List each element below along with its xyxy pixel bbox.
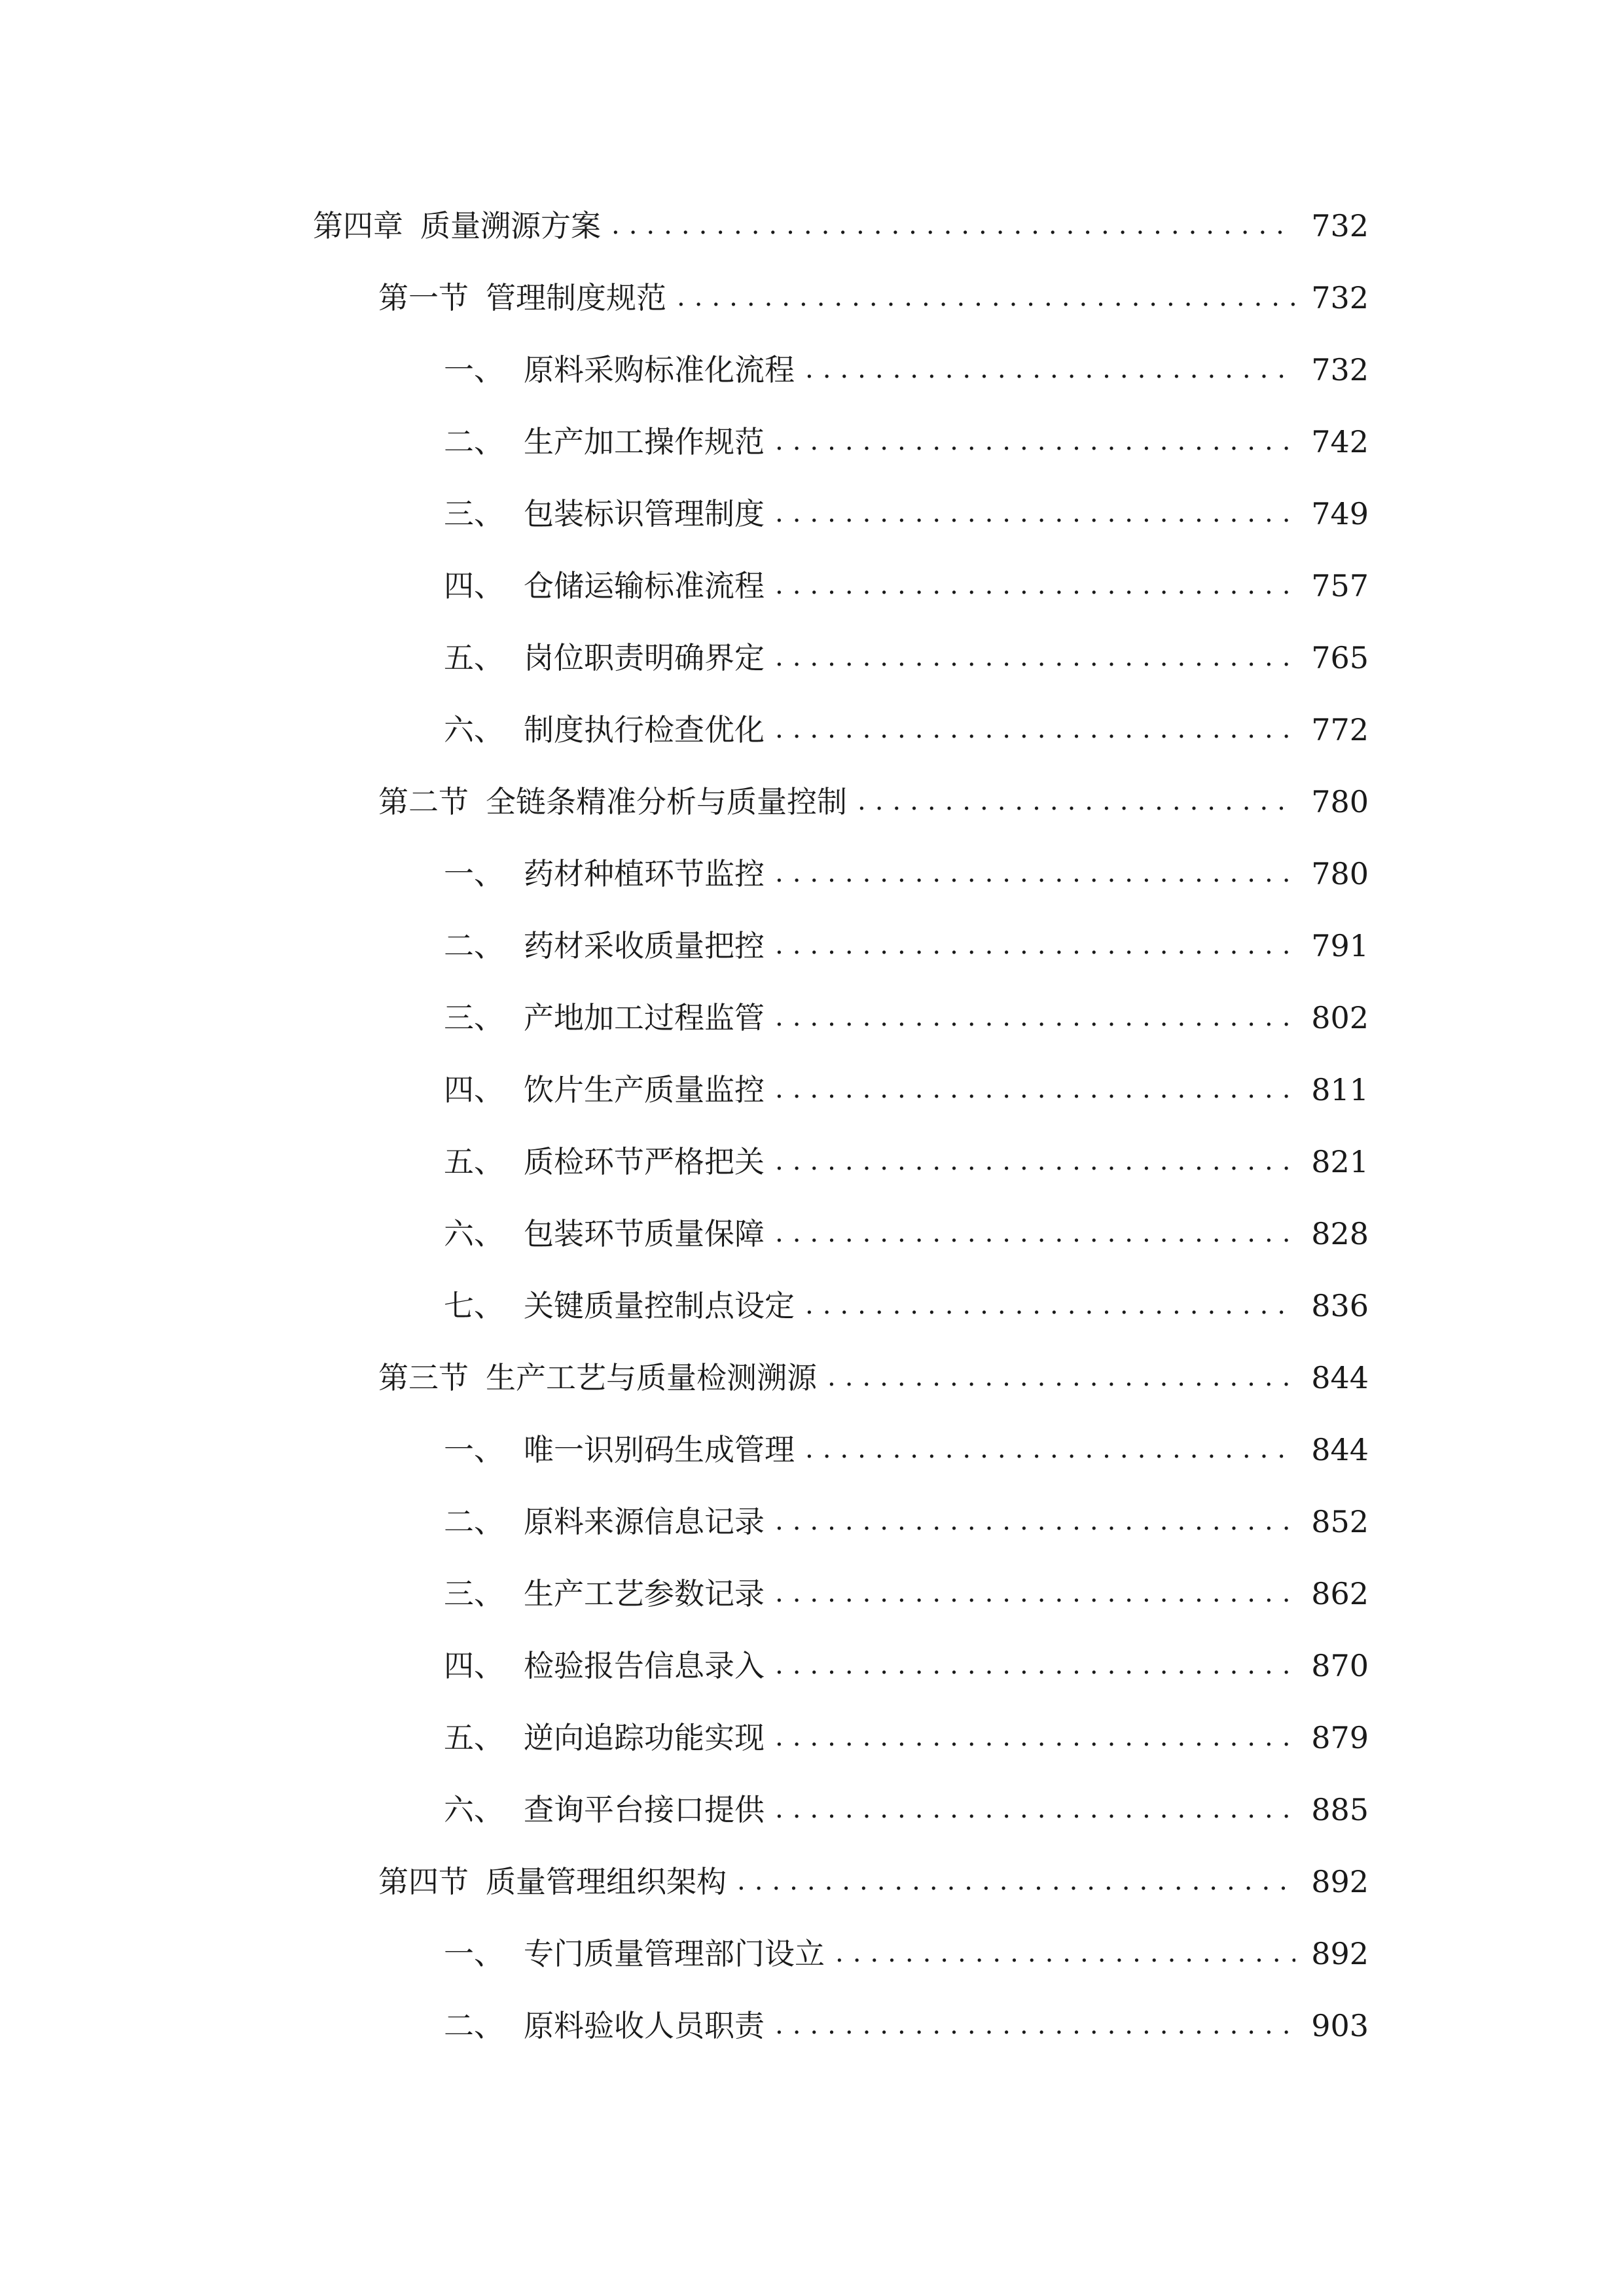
toc-item-number: 七、: [444, 1288, 504, 1323]
dot-leader: [775, 418, 1295, 464]
toc-item-title: 仓储运输标准流程: [524, 568, 765, 603]
toc-item[interactable]: [444, 1067, 1369, 1113]
toc-item-title: 逆向追踪功能实现: [524, 1720, 765, 1755]
toc-item-number: 二、: [444, 2008, 504, 2043]
dot-leader: [775, 562, 1295, 608]
toc-item[interactable]: [444, 1715, 1369, 1761]
toc-item-title: 生产加工操作规范: [524, 424, 765, 459]
toc-item-title: 原料来源信息记录: [524, 1504, 765, 1539]
toc-item[interactable]: [444, 635, 1369, 681]
dot-leader: [677, 274, 1295, 320]
toc-page-number: 757: [1311, 568, 1369, 603]
toc-item-title: 包装标识管理制度: [524, 496, 765, 531]
toc-item[interactable]: [444, 563, 1369, 609]
toc-item-title: 质检环节严格把关: [524, 1144, 765, 1179]
toc-item-title: 产地加工过程监管: [524, 1000, 765, 1035]
toc-item[interactable]: [444, 1787, 1369, 1833]
toc-item-number: 三、: [444, 1000, 504, 1035]
toc-item-number: 二、: [444, 1504, 504, 1539]
toc-page-number: 765: [1311, 640, 1369, 675]
dot-leader: [775, 1786, 1295, 1832]
toc-section[interactable]: [378, 1355, 1369, 1401]
toc-item-title: 原料采购标准化流程: [524, 352, 795, 387]
toc-item-title: 专门质量管理部门设立: [524, 1936, 825, 1971]
toc-item[interactable]: [444, 1931, 1369, 1977]
toc-item[interactable]: [444, 923, 1369, 969]
toc-item-title: 生产工艺参数记录: [524, 1576, 765, 1611]
toc-item-number: 二、: [444, 928, 504, 963]
toc-item-title: 药材种植环节监控: [524, 856, 765, 891]
toc-section[interactable]: [378, 1859, 1369, 1905]
toc-item-number: 三、: [444, 496, 504, 531]
toc-page-number: 749: [1311, 496, 1369, 531]
toc-section-prefix: 第一节: [378, 280, 469, 315]
dot-leader: [775, 1714, 1295, 1760]
toc-item-title: 岗位职责明确界定: [524, 640, 765, 675]
toc-page-number: 780: [1311, 784, 1369, 819]
toc-section-prefix: 第三节: [378, 1360, 469, 1395]
toc-item-number: 一、: [444, 856, 504, 891]
dot-leader: [775, 1210, 1295, 1256]
toc-item[interactable]: [444, 347, 1369, 393]
toc-page-number: 742: [1311, 424, 1369, 459]
toc-page-number: 780: [1311, 856, 1369, 891]
toc-item-title: 药材采收质量把控: [524, 928, 765, 963]
dot-leader: [775, 2002, 1295, 2048]
dot-leader: [775, 634, 1295, 680]
toc-page-number: 852: [1311, 1504, 1369, 1539]
toc-page-number: 811: [1311, 1072, 1369, 1107]
toc-page-number: 903: [1311, 2008, 1369, 2043]
toc-item[interactable]: [444, 1139, 1369, 1185]
toc-section-prefix: 第二节: [378, 784, 469, 819]
toc-item-number: 五、: [444, 1720, 504, 1755]
toc-item-number: 二、: [444, 424, 504, 459]
dot-leader: [775, 1066, 1295, 1112]
toc-page-number: 802: [1311, 1000, 1369, 1035]
dot-leader: [775, 1138, 1295, 1184]
toc-page-number: 885: [1311, 1792, 1369, 1827]
toc-page-number: 821: [1311, 1144, 1369, 1179]
toc-page-number: 791: [1311, 928, 1369, 963]
toc-item-number: 四、: [444, 1072, 504, 1107]
toc-page-number: 844: [1311, 1360, 1369, 1395]
dot-leader: [775, 850, 1295, 896]
toc-chapter-prefix: 第四章: [313, 208, 403, 243]
toc-item[interactable]: [444, 707, 1369, 753]
toc-item[interactable]: [444, 1571, 1369, 1617]
toc-page-number: 844: [1311, 1432, 1369, 1467]
toc-page-number: 836: [1311, 1288, 1369, 1323]
dot-leader: [805, 1282, 1295, 1328]
toc-page-number: 828: [1311, 1216, 1369, 1251]
toc-page-number: 870: [1311, 1648, 1369, 1683]
toc-item-title: 关键质量控制点设定: [524, 1288, 795, 1323]
toc-item-number: 六、: [444, 1216, 504, 1251]
dot-leader: [805, 346, 1295, 392]
dot-leader: [775, 922, 1295, 968]
toc-item-title: 饮片生产质量监控: [524, 1072, 765, 1107]
dot-leader: [775, 1642, 1295, 1688]
toc-page-number: 732: [1311, 280, 1369, 315]
toc-item[interactable]: [444, 1211, 1369, 1257]
toc-item-number: 四、: [444, 568, 504, 603]
dot-leader: [737, 1858, 1295, 1904]
toc-item[interactable]: [444, 995, 1369, 1041]
toc-section-title: 生产工艺与质量检测溯源: [486, 1360, 817, 1395]
toc-item-title: 包装环节质量保障: [524, 1216, 765, 1251]
toc-section-title: 全链条精准分析与质量控制: [486, 784, 847, 819]
toc-item[interactable]: [444, 491, 1369, 537]
toc-page-number: 772: [1311, 712, 1369, 747]
toc-page-number: 879: [1311, 1720, 1369, 1755]
toc-item-title: 制度执行检查优化: [524, 712, 765, 747]
toc-item-number: 五、: [444, 640, 504, 675]
toc-item[interactable]: [444, 2003, 1369, 2049]
toc-item[interactable]: [444, 1283, 1369, 1329]
dot-leader: [775, 1570, 1295, 1616]
toc-item-title: 检验报告信息录入: [524, 1648, 765, 1683]
toc-section-title: 质量管理组织架构: [486, 1864, 727, 1899]
toc-item-title: 唯一识别码生成管理: [524, 1432, 795, 1467]
toc-section[interactable]: [378, 275, 1369, 321]
toc-item-number: 三、: [444, 1576, 504, 1611]
toc-page-number: 892: [1311, 1936, 1369, 1971]
toc-item[interactable]: [444, 851, 1369, 897]
dot-leader: [775, 490, 1295, 536]
dot-leader: [857, 778, 1295, 824]
toc-item-title: 原料验收人员职责: [524, 2008, 765, 2043]
toc-item-number: 四、: [444, 1648, 504, 1683]
toc-section-prefix: 第四节: [378, 1864, 469, 1899]
toc-chapter[interactable]: [313, 203, 1369, 249]
toc-item[interactable]: [444, 1499, 1369, 1545]
toc-page-number: 732: [1311, 208, 1369, 243]
toc-item-number: 六、: [444, 712, 504, 747]
toc-item[interactable]: [444, 1427, 1369, 1473]
dot-leader: [805, 1426, 1295, 1472]
dot-leader: [827, 1354, 1295, 1400]
toc-section-title: 管理制度规范: [486, 280, 666, 315]
toc-page-number: 892: [1311, 1864, 1369, 1899]
toc-page-number: 732: [1311, 352, 1369, 387]
toc-item-number: 一、: [444, 352, 504, 387]
dot-leader: [611, 202, 1295, 248]
toc-item-number: 六、: [444, 1792, 504, 1827]
toc-item-number: 一、: [444, 1936, 504, 1971]
dot-leader: [775, 994, 1295, 1040]
toc-item[interactable]: [444, 419, 1369, 465]
toc-chapter-title: 质量溯源方案: [420, 208, 601, 243]
dot-leader: [775, 1498, 1295, 1544]
toc-item-number: 一、: [444, 1432, 504, 1467]
toc-item-number: 五、: [444, 1144, 504, 1179]
toc-page-number: 862: [1311, 1576, 1369, 1611]
toc-item-title: 查询平台接口提供: [524, 1792, 765, 1827]
dot-leader: [835, 1930, 1295, 1976]
dot-leader: [775, 706, 1295, 752]
toc-section[interactable]: [378, 779, 1369, 825]
toc-item[interactable]: [444, 1643, 1369, 1689]
